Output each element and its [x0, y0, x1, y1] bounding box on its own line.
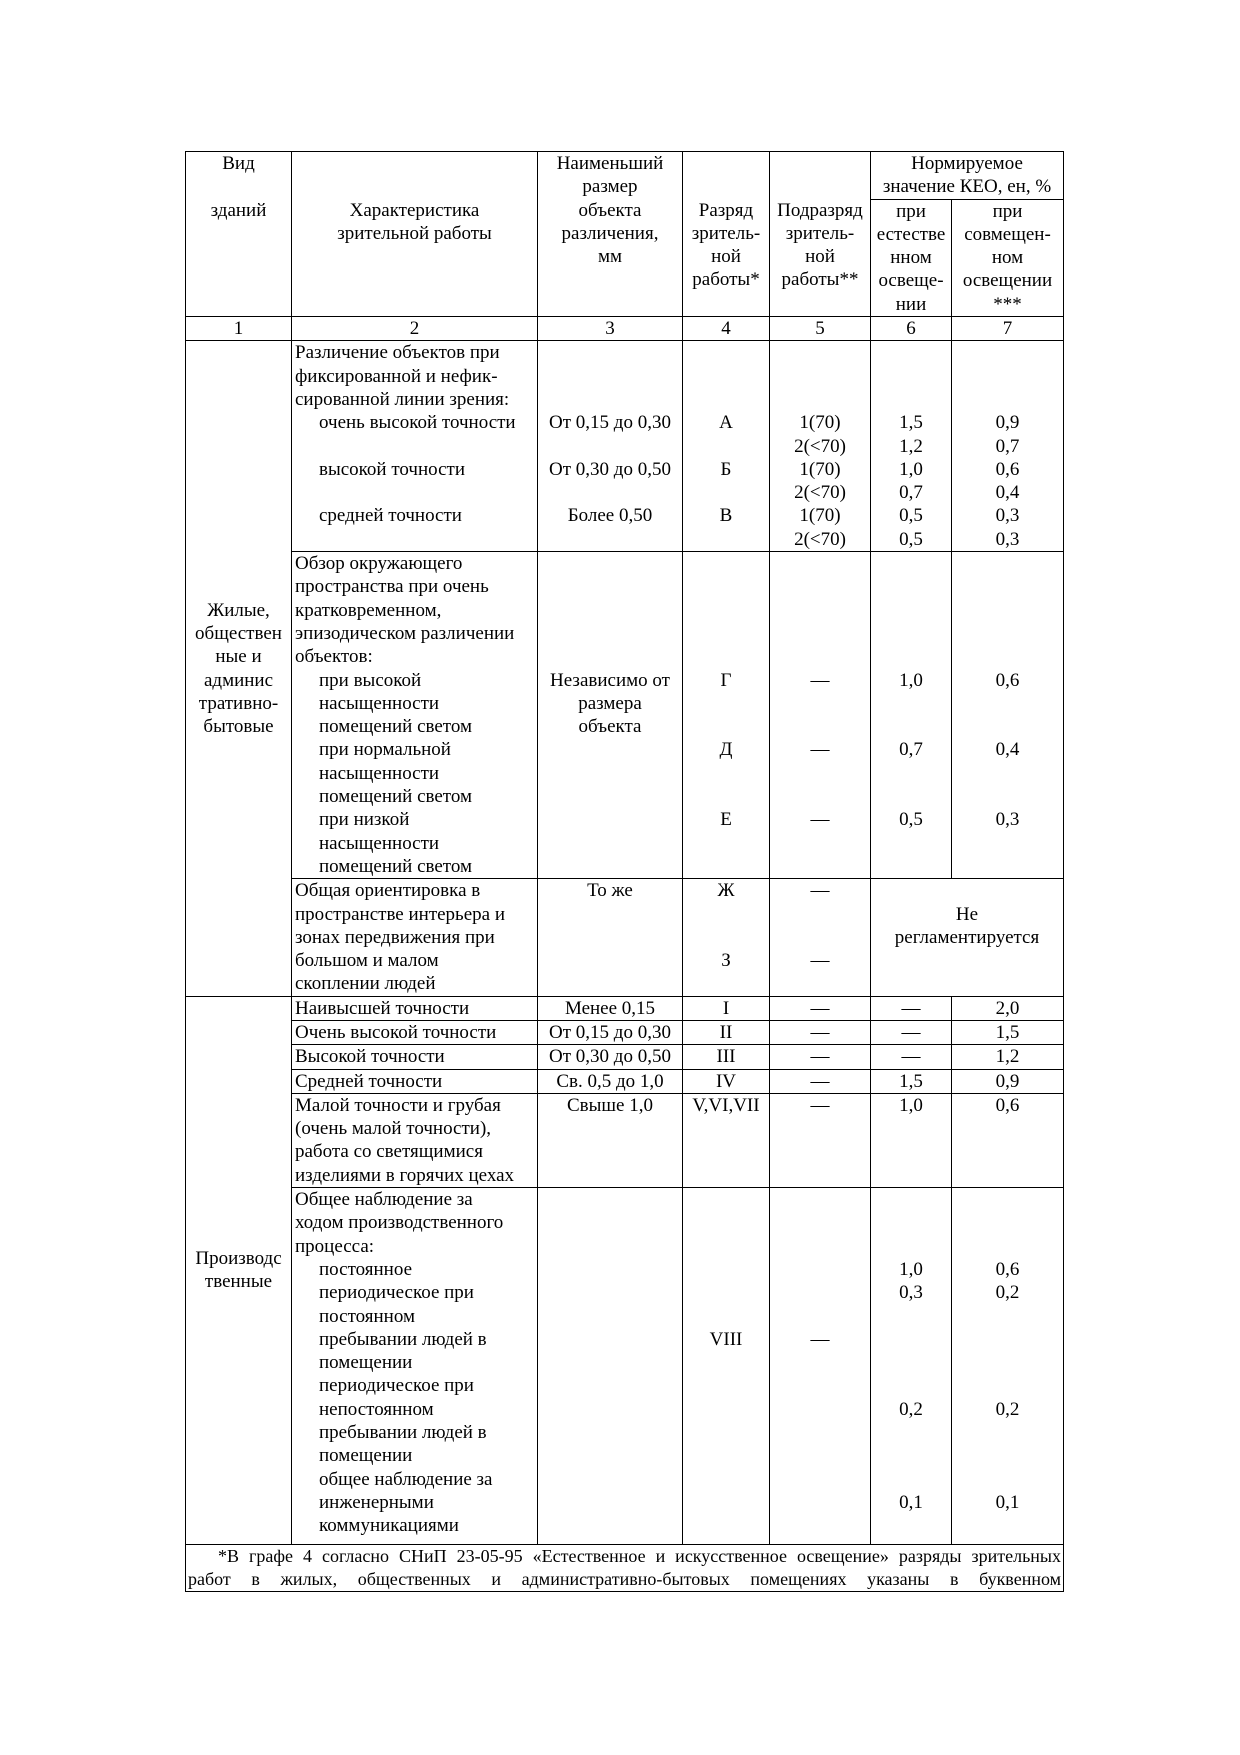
object-size-cell: От 0,15 до 0,30 От 0,30 до 0,50 Более 0,50	[538, 341, 683, 552]
subgrade-cell: —	[770, 1093, 871, 1187]
col-number: 2	[292, 317, 538, 341]
keo-combined-cell: 1,5	[952, 1020, 1064, 1044]
grade-cell: I	[683, 996, 770, 1020]
header-combined-light: при совмещен- ном освещении ***	[952, 199, 1064, 316]
table-row	[186, 996, 1064, 1020]
table-row	[186, 879, 1064, 996]
keo-natural-cell: 1,0 0,3 0,2 0,1	[871, 1188, 952, 1544]
subgrade-cell: —	[770, 1188, 871, 1544]
visual-work-cell: Различение объектов при фиксированной и нефик- сированной линии зрения: очень высокой точности высокой точности средней точности	[292, 341, 538, 552]
visual-work-cell: Общее наблюдение за ходом производственного процесса: постоянное периодическое при постоянном пребывании людей в помещении периодическое при непостоянном пребывании людей в помещении общее наблюдение за инженерными коммуникациями	[292, 1188, 538, 1544]
header-grade: Разряд зритель- ной работы*	[683, 152, 770, 317]
visual-work-cell: Обзор окружающего пространства при очень кратковременном, эпизодическом различении объектов: при высокой насыщенности помещений светом при нормальной насыщенности помещений светом при низкой насыщенности помещений светом	[292, 552, 538, 879]
norms-table-page	[185, 151, 1063, 1592]
table-row	[186, 1093, 1064, 1187]
footnote-row	[186, 1544, 1064, 1591]
grade-cell: Г Д Е	[683, 552, 770, 879]
table-row	[186, 1020, 1064, 1044]
keo-natural-cell: —	[871, 1020, 952, 1044]
table-row	[186, 552, 1064, 879]
subgrade-cell: —	[770, 1045, 871, 1069]
subgrade-cell: —	[770, 996, 871, 1020]
keo-combined-cell: 0,6	[952, 1093, 1064, 1187]
keo-natural-cell: —	[871, 996, 952, 1020]
keo-natural-cell: 1,0 0,7 0,5	[871, 552, 952, 879]
object-size-cell: Менее 0,15	[538, 996, 683, 1020]
visual-work-cell: Очень высокой точности	[292, 1020, 538, 1044]
subgrade-cell: 1(70) 2(<70) 1(70) 2(<70) 1(70) 2(<70)	[770, 341, 871, 552]
subgrade-cell: — —	[770, 879, 871, 996]
col-number: 7	[952, 317, 1064, 341]
visual-work-cell: Малой точности и грубая (очень малой точности), работа со светящимися изделиями в горячих цехах	[292, 1093, 538, 1187]
header-visual-work: Характеристика зрительной работы	[292, 152, 538, 317]
keo-combined-cell: 0,9	[952, 1069, 1064, 1093]
visual-work-cell: Наивысшей точности	[292, 996, 538, 1020]
object-size-cell: Свыше 1,0	[538, 1093, 683, 1187]
header-natural-light: при естестве нном освеще- нии	[871, 199, 952, 316]
keo-combined-cell: 0,6 0,4 0,3	[952, 552, 1064, 879]
object-size-cell	[538, 1188, 683, 1544]
grade-cell: А Б В	[683, 341, 770, 552]
keo-natural-cell: 1,5	[871, 1069, 952, 1093]
visual-work-cell: Средней точности	[292, 1069, 538, 1093]
building-type-industrial: Производс твенные	[186, 996, 292, 1544]
header-keo-title: Нормируемое значение КЕО, eн, %	[871, 152, 1064, 200]
table-row	[186, 341, 1064, 552]
col-number: 1	[186, 317, 292, 341]
col-number: 3	[538, 317, 683, 341]
header-row	[186, 152, 1064, 200]
col-number: 5	[770, 317, 871, 341]
keo-natural-cell: 1,0	[871, 1093, 952, 1187]
header-object-size: Наименьший размер объекта различения, мм	[538, 152, 683, 317]
subgrade-cell: —	[770, 1020, 871, 1044]
grade-cell: Ж З	[683, 879, 770, 996]
subgrade-cell: — — —	[770, 552, 871, 879]
column-numbers-row	[186, 317, 1064, 341]
header-subgrade: Подразряд зритель- ной работы**	[770, 152, 871, 317]
header-building-type: Вид зданий	[186, 152, 292, 317]
footnote: *В графе 4 согласно СНиП 23-05-95 «Естественное и искусственное освещение» разряды зрительных работ в жилых, общественных и административно-бытовых помещениях указаны в буквенном	[186, 1544, 1064, 1591]
object-size-cell: От 0,30 до 0,50	[538, 1045, 683, 1069]
grade-cell: IV	[683, 1069, 770, 1093]
grade-cell: II	[683, 1020, 770, 1044]
table-row	[186, 1069, 1064, 1093]
keo-combined-cell: 0,9 0,7 0,6 0,4 0,3 0,3	[952, 341, 1064, 552]
col-number: 6	[871, 317, 952, 341]
keo-natural-cell: —	[871, 1045, 952, 1069]
grade-cell: VIII	[683, 1188, 770, 1544]
visual-work-cell: Общая ориентировка в пространстве интерьера и зонах передвижения при большом и малом скоплении людей	[292, 879, 538, 996]
table-row	[186, 1188, 1064, 1544]
object-size-cell: От 0,15 до 0,30	[538, 1020, 683, 1044]
object-size-cell: Св. 0,5 до 1,0	[538, 1069, 683, 1093]
object-size-cell: Независимо от размера объекта	[538, 552, 683, 879]
grade-cell: III	[683, 1045, 770, 1069]
keo-norms-table	[185, 151, 1064, 1592]
table-row	[186, 1045, 1064, 1069]
keo-combined-cell: 1,2	[952, 1045, 1064, 1069]
keo-natural-cell: 1,5 1,2 1,0 0,7 0,5 0,5	[871, 341, 952, 552]
visual-work-cell: Высокой точности	[292, 1045, 538, 1069]
col-number: 4	[683, 317, 770, 341]
grade-cell: V,VI,VII	[683, 1093, 770, 1187]
keo-not-regulated-cell: Не регламентируется	[871, 879, 1064, 996]
building-type-residential: Жилые, обществен ные и админис тративно- бытовые	[186, 341, 292, 996]
subgrade-cell: —	[770, 1069, 871, 1093]
keo-combined-cell: 2,0	[952, 996, 1064, 1020]
keo-combined-cell: 0,6 0,2 0,2 0,1	[952, 1188, 1064, 1544]
object-size-cell: То же	[538, 879, 683, 996]
